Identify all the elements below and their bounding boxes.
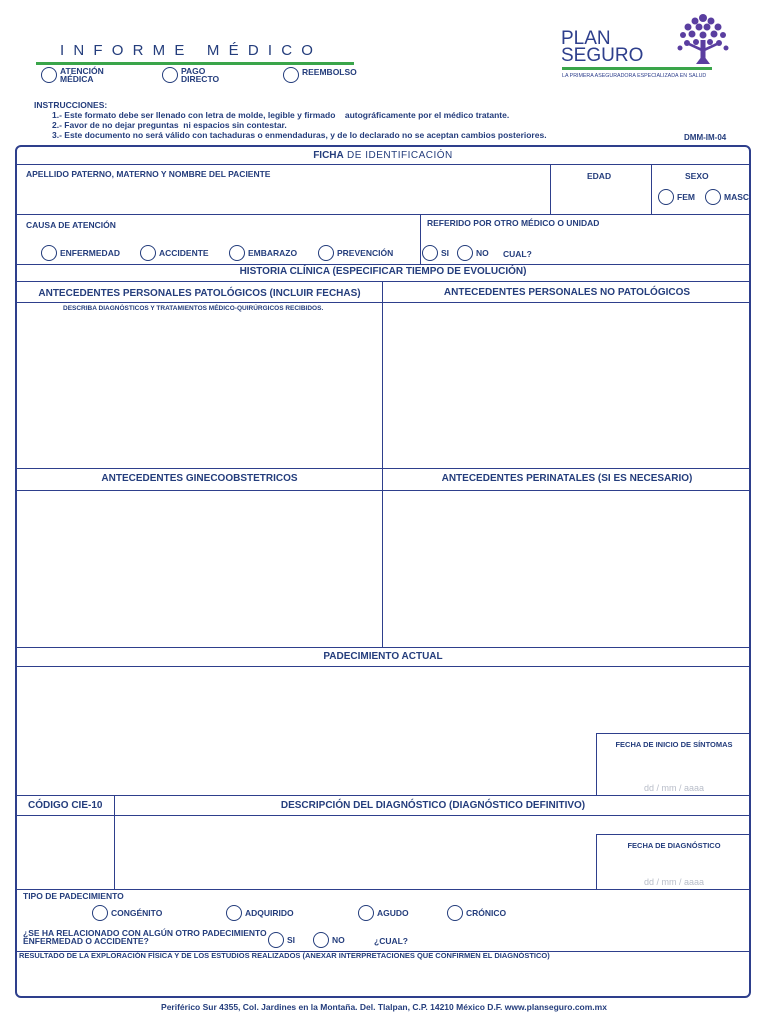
embarazo-label: EMBARAZO: [248, 248, 298, 258]
causa-accidente[interactable]: [140, 245, 209, 261]
perinatal-input[interactable]: [386, 493, 748, 643]
tipo-cronico[interactable]: [447, 905, 506, 921]
gineco-heading: ANTECEDENTES GINECOOBSTETRICOS: [101, 473, 298, 484]
app-subtitle: DESCRIBA DIAGNÓSTICOS Y TRATAMIENTOS MÉDICO-QUIRÚRGICOS RECIBIDOS.: [63, 305, 324, 312]
option-pago-directo[interactable]: [162, 67, 219, 83]
medical-form: [15, 145, 751, 998]
congenito-label: CONGÉNITO: [111, 908, 163, 918]
divider: [17, 214, 749, 215]
divider: [382, 281, 383, 647]
divider: [17, 164, 749, 165]
ficha-bold: FICHA: [313, 150, 344, 161]
divider: [17, 281, 749, 282]
padecimiento-input[interactable]: [20, 669, 590, 793]
instructions: [34, 100, 547, 140]
instructions-heading: INSTRUCCIONES:: [34, 100, 108, 110]
edad-label: EDAD: [587, 171, 612, 181]
radio-atencion-medica[interactable]: [41, 67, 57, 83]
app-heading: ANTECEDENTES PERSONALES PATOLÓGICOS (INCLUIR FECHAS): [38, 288, 361, 299]
causa-enfermedad[interactable]: [41, 245, 120, 261]
option-reembolso-label: REEMBOLSO: [302, 67, 357, 77]
divider: [114, 795, 115, 889]
referido-no[interactable]: [457, 245, 489, 261]
option-pago-label: PAGO DIRECTO: [181, 66, 220, 84]
fem-label: FEM: [677, 192, 695, 202]
relacionado-label: ¿SE HA RELACIONADO CON ALGÚN OTRO PADECIMIENTO ENFERMEDAD O ACCIDENTE?: [23, 928, 267, 946]
radio-congenito[interactable]: [92, 905, 108, 921]
relacionado-cual-input[interactable]: [412, 931, 747, 947]
fecha-diagnostico-box[interactable]: [596, 834, 751, 889]
form-code: DMM-IM-04: [684, 133, 727, 142]
relacionado-si[interactable]: [268, 932, 295, 948]
divider: [420, 214, 421, 264]
apnp-heading: ANTECEDENTES PERSONALES NO PATOLÓGICOS: [443, 287, 691, 298]
divider: [17, 302, 749, 303]
relacionado-si-label: SI: [287, 935, 296, 945]
relacionado-cual-label: ¿CUAL?: [374, 936, 408, 946]
radio-fem[interactable]: [658, 189, 674, 205]
referido-cual-label: CUAL?: [503, 249, 532, 259]
radio-relacionado-si[interactable]: [268, 932, 284, 948]
sexo-masc[interactable]: [705, 189, 749, 205]
resultado-label: RESULTADO DE LA EXPLORACIÓN FÍSICA Y DE LOS ESTUDIOS REALIZADOS (ANEXAR INTERPRETACIONES QUE CONFIRMEN EL DIAGNÓSTICO): [19, 951, 550, 960]
historia-heading: HISTORIA CLÍNICA (ESPECIFICAR TIEMPO DE EVOLUCIÓN): [239, 266, 527, 277]
relacionado-no-label: NO: [332, 935, 345, 945]
tipo-adquirido[interactable]: [226, 905, 294, 921]
diagnostico-heading: DESCRIPCIÓN DEL DIAGNÓSTICO (DIAGNÓSTICO DEFINITIVO): [280, 800, 586, 811]
option-reembolso[interactable]: [283, 67, 357, 83]
cronico-label: CRÓNICO: [466, 908, 507, 918]
apnp-input[interactable]: [386, 305, 748, 465]
logo-text: [561, 30, 643, 64]
referido-cual-input[interactable]: [532, 245, 747, 261]
prevencion-label: PREVENCIÓN: [337, 248, 394, 258]
masc-label: MASC: [724, 192, 750, 202]
cie-label: CÓDIGO CIE-10: [28, 800, 103, 811]
form-title: INFORME MÉDICO: [60, 42, 323, 59]
radio-prevencion[interactable]: [318, 245, 334, 261]
accidente-label: ACCIDENTE: [159, 248, 209, 258]
adquirido-label: ADQUIRIDO: [245, 908, 294, 918]
causa-prevencion[interactable]: [318, 245, 393, 261]
radio-reembolso[interactable]: [283, 67, 299, 83]
referido-si-label: SI: [441, 248, 450, 258]
divider: [17, 666, 749, 667]
fecha-diagnostico-placeholder: dd / mm / aaaa: [643, 877, 705, 887]
paciente-label: APELLIDO PATERNO, MATERNO Y NOMBRE DEL PACIENTE: [26, 169, 271, 179]
divider: [17, 468, 749, 469]
fecha-inicio-box[interactable]: [596, 733, 751, 795]
instruction-3: 3.- Este documento no será válido con tachaduras o enmendaduras, y de lo declarado no se aceptan cambios posteriores.: [52, 130, 547, 140]
app-input[interactable]: [20, 315, 378, 465]
divider: [651, 164, 652, 214]
radio-enfermedad[interactable]: [41, 245, 57, 261]
tipo-congenito[interactable]: [92, 905, 162, 921]
causa-embarazo[interactable]: [229, 245, 297, 261]
referido-si[interactable]: [422, 245, 449, 261]
fecha-inicio-placeholder: dd / mm / aaaa: [643, 783, 705, 793]
edad-input[interactable]: [553, 183, 648, 211]
sexo-label: SEXO: [685, 171, 709, 181]
option-atencion-medica[interactable]: [41, 67, 104, 83]
radio-referido-si[interactable]: [422, 245, 438, 261]
referido-no-label: NO: [476, 248, 489, 258]
tipo-agudo[interactable]: [358, 905, 409, 921]
cie-input[interactable]: [20, 819, 110, 885]
divider: [17, 795, 749, 796]
radio-referido-no[interactable]: [457, 245, 473, 261]
tree-logo-icon: [674, 12, 732, 68]
radio-accidente[interactable]: [140, 245, 156, 261]
fecha-inicio-label: FECHA DE INICIO DE SÍNTOMAS: [615, 740, 733, 749]
option-atencion-label: ATENCIÓN MÉDICA: [60, 66, 104, 84]
ficha-rest: DE IDENTIFICACIÓN: [343, 150, 453, 161]
paciente-input[interactable]: [19, 180, 547, 210]
divider: [17, 815, 749, 816]
radio-masc[interactable]: [705, 189, 721, 205]
title-underline: [36, 62, 354, 65]
enfermedad-label: ENFERMEDAD: [60, 248, 120, 258]
fecha-diagnostico-label: FECHA DE DIAGNÓSTICO: [627, 841, 721, 850]
relacionado-no[interactable]: [313, 932, 345, 948]
divider: [17, 490, 749, 491]
divider: [17, 264, 749, 265]
instruction-1: 1.- Este formato debe ser llenado con letra de molde, legible y firmado autográficamente por el médico tratante.: [52, 110, 510, 120]
radio-embarazo[interactable]: [229, 245, 245, 261]
logo-line-2: SEGURO: [561, 45, 644, 66]
divider: [550, 164, 551, 214]
gineco-input[interactable]: [20, 493, 378, 643]
divider: [17, 889, 749, 890]
causa-label: CAUSA DE ATENCIÓN: [26, 220, 116, 230]
divider: [17, 647, 749, 648]
instruction-2: 2.- Favor de no dejar preguntas ni espacios sin contestar.: [52, 120, 287, 130]
resultado-input[interactable]: [20, 963, 746, 995]
perinatal-heading: ANTECEDENTES PERINATALES (SI ES NECESARIO): [441, 473, 693, 484]
radio-relacionado-no[interactable]: [313, 932, 329, 948]
radio-agudo[interactable]: [358, 905, 374, 921]
radio-cronico[interactable]: [447, 905, 463, 921]
radio-adquirido[interactable]: [226, 905, 242, 921]
radio-pago-directo[interactable]: [162, 67, 178, 83]
logo-tagline: LA PRIMERA ASEGURADORA ESPECIALIZADA EN SALUD: [562, 73, 707, 79]
agudo-label: AGUDO: [377, 908, 409, 918]
diagnostico-input[interactable]: [118, 819, 590, 885]
tipo-label: TIPO DE PADECIMIENTO: [23, 891, 124, 901]
ficha-heading: [17, 150, 749, 161]
padecimiento-heading: PADECIMIENTO ACTUAL: [323, 651, 443, 662]
referido-label: REFERIDO POR OTRO MÉDICO O UNIDAD: [427, 218, 600, 228]
footer-address: Periférico Sur 4355, Col. Jardines en la Montaña. Del. Tlalpan, C.P. 14210 México D.F. www.planseguro.com.mx: [161, 1002, 607, 1012]
sexo-fem[interactable]: [658, 189, 695, 205]
logo-line-1: PLAN: [561, 28, 611, 49]
